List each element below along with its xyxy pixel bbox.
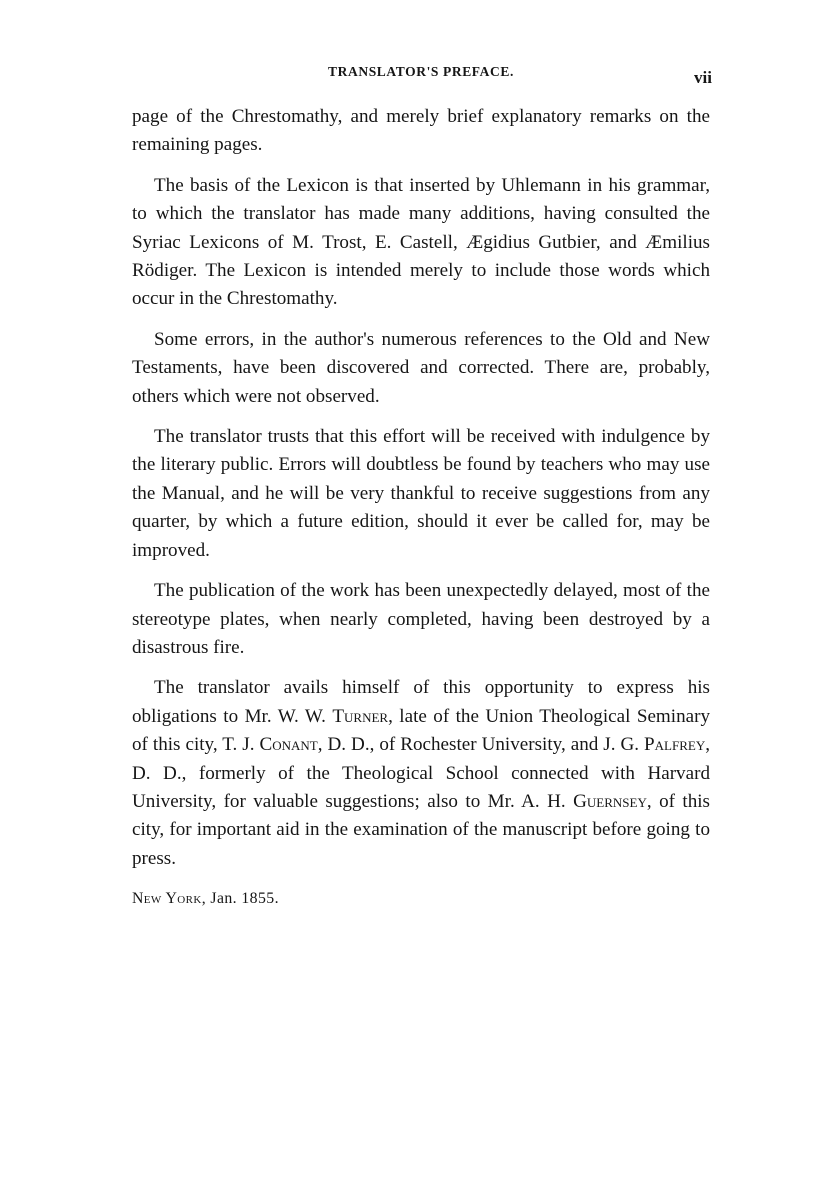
name-palfrey: Palfrey: [644, 734, 706, 756]
paragraph-acknowledgements: [132, 674, 710, 873]
paragraph-publication-delay: The publication of the work has been unexpectedly delayed, most of the stereotype plates, when nearly completed, having been destroyed by a disastrous fire.: [132, 580, 710, 658]
name-guernsey: Guernsey: [573, 790, 647, 812]
preface-body: [132, 103, 710, 914]
ack-text-2: , late of the Union Theological Seminary of this city, T. J.: [132, 705, 711, 756]
name-turner: Turner: [332, 705, 389, 727]
paragraph-continued: page of the Chrestomathy, and merely brief explanatory remarks on the remaining pages.: [132, 106, 710, 156]
ack-text-3: , D. D., of Rochester University, and J. G.: [317, 734, 645, 756]
signoff: [132, 885, 710, 913]
ack-text-4: , D. D., formerly of the Theological School connected with Harvard University, for valuable suggestions; also to Mr. A. H.: [132, 734, 710, 812]
name-conant: Conant: [259, 734, 318, 756]
paragraph-indulgence: The translator trusts that this effort will be received with indulgence by the literary public. Errors will doubtless be found by teachers who may use the Manual, and he will be very thankful to receive suggestions from any quarter, by which a future edition, should it ever be called for, may be improved.: [132, 426, 710, 561]
running-head: [132, 64, 710, 88]
paragraph-lexicon-basis: The basis of the Lexicon is that inserted by Uhlemann in his grammar, to which the translator has made many additions, having consulted the Syriac Lexicons of M. Trost, E. Castell, Ægidius Gutbier, and Æmilius Rödiger. The Lexicon is intended merely to include those words which occur in the Chrestomathy.: [132, 174, 710, 310]
page-number: vii: [694, 68, 712, 87]
signoff-place: New York: [132, 890, 202, 908]
running-title: TRANSLATOR'S PREFACE.: [328, 64, 514, 79]
paragraph-errors: Some errors, in the author's numerous references to the Old and New Testaments, have been discovered and corrected. There are, probably, others which were not observed.: [132, 328, 710, 407]
ack-text-5: , of this city, for important aid in the examination of the manuscript before going to press.: [132, 790, 710, 869]
ack-text-1: The translator avails himself of this opportunity to express his obligations to Mr. W. W.: [132, 677, 710, 727]
signoff-date: , Jan. 1855.: [201, 890, 279, 908]
